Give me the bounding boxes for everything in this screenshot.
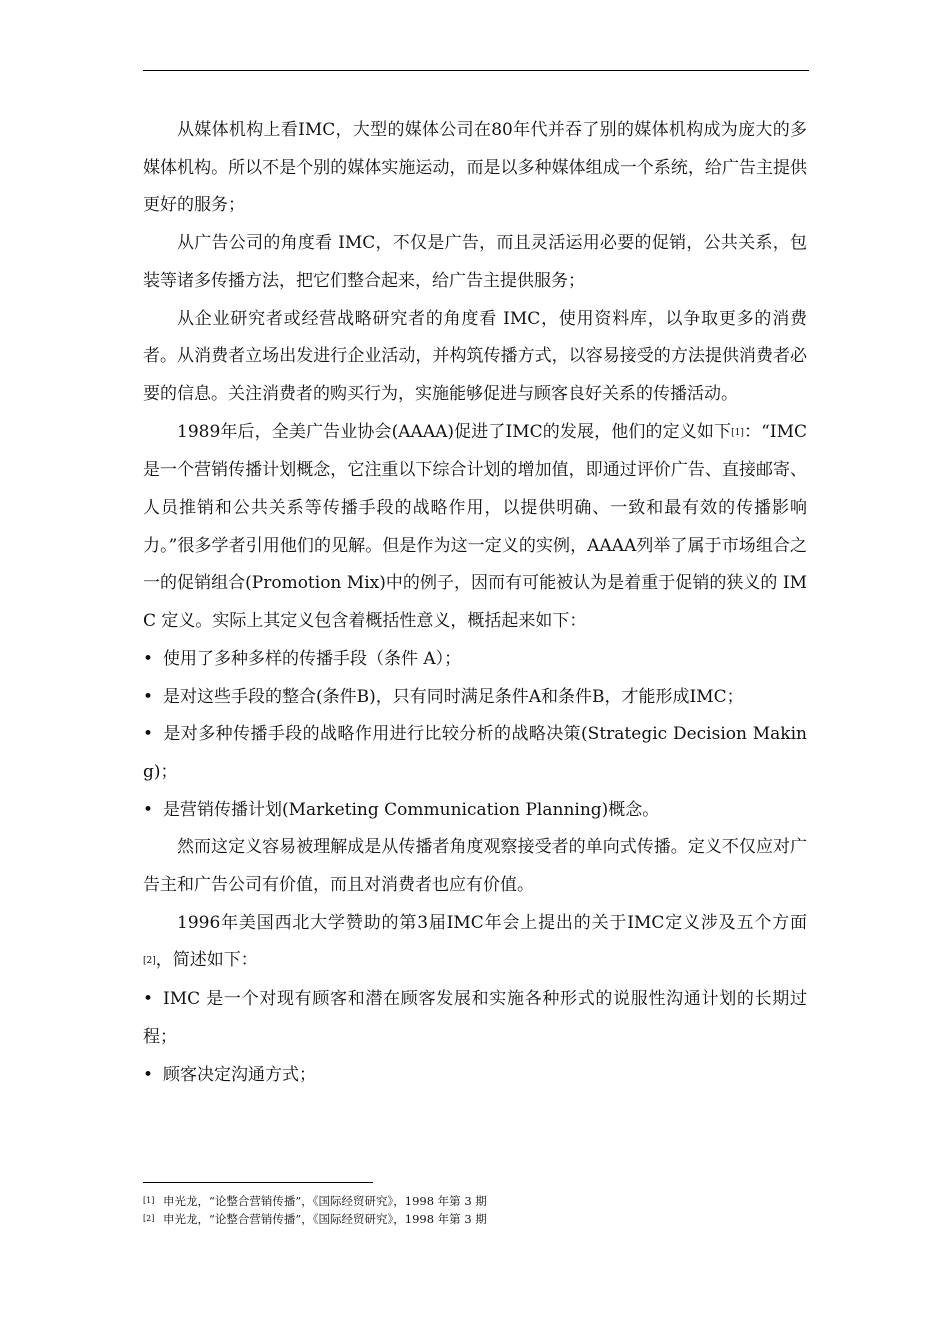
aaaa-text-start: 1989年后，全美广告业协会(AAAA)促进了IMC的发展，他们的定义如下 (177, 421, 732, 442)
footnote-reference-2[interactable]: [2] (143, 956, 156, 967)
list-item-text: 是对这些手段的整合(条件B)，只有同时满足条件A和条件B，才能形成IMC； (163, 686, 744, 707)
bullet-icon: • (143, 1064, 154, 1085)
footnote-text: 申光龙，“论整合营销传播”，《国际经贸研究》，1998 年第 3 期 (163, 1212, 487, 1226)
list-item (143, 981, 807, 1056)
list-item-text: 顾客决定沟通方式； (163, 1064, 316, 1085)
footnote-mark: [2] (143, 1214, 155, 1223)
nu-text-end: ，简述如下： (155, 950, 258, 971)
list-item (143, 1057, 807, 1095)
list-item (143, 641, 807, 679)
aaaa-text-end: ：“IMC 是一个营销传播计划概念，它注重以下综合计划的增加值，即通过评价广告、直接邮寄、人员推销和公共关系等传播手段的战略作用，以提供明确、一致和最有效的传播影响力。”很多学者引用他们的见解。但是作为这一定义的实例，AAAA列举了属于市场组合之一的促销组合(Promotion Mix)中的例子，因而有可能被认为是着重于促销的狭义的 IMC 定义。实际上其定义包含着概括性意义，概括起来如下： (143, 421, 807, 632)
list-item-text: 是对多种传播手段的战略作用进行比较分析的战略决策(Strategic Decision Making)； (143, 724, 807, 782)
footnote-reference-1[interactable]: [1] (731, 427, 744, 438)
bullet-icon: • (143, 648, 154, 669)
list-item (143, 679, 807, 717)
list-item-text: IMC 是一个对现有顾客和潜在顾客发展和实施各种形式的说服性沟通计划的长期过程； (143, 989, 807, 1047)
paragraph-aaaa-definition (143, 414, 807, 641)
footnote-2 (143, 1210, 807, 1228)
footnotes (143, 1192, 807, 1228)
footnote-mark: [1] (143, 1196, 155, 1205)
paragraph-northwestern-definition (143, 905, 807, 981)
bullet-icon: • (143, 724, 154, 745)
bullet-icon: • (143, 686, 154, 707)
paragraph-media-institutions: 从媒体机构上看IMC，大型的媒体公司在80年代并吞了别的媒体机构成为庞大的多媒体机构。所以不是个别的媒体实施运动，而是以多种媒体组成一个系统，给广告主提供更好的服务； (143, 120, 807, 216)
list-item (143, 716, 807, 791)
nu-text-start: 1996年美国西北大学赞助的第3届IMC年会上提出的关于IMC定义涉及五个方面 (177, 912, 807, 933)
footnote-separator (143, 1182, 373, 1183)
list-item-text: 是营销传播计划(Marketing Communication Planning)概念。 (163, 799, 660, 820)
paragraph-enterprise-research: 从企业研究者或经营战略研究者的角度看 IMC，使用资料库，以争取更多的消费者。从消费者立场出发进行企业活动，并构筑传播方式，以容易接受的方法提供消费者必要的信息。关注消费者的购买行为，实施能够促进与顾客良好关系的传播活动。 (143, 308, 807, 404)
footnote-1 (143, 1192, 807, 1210)
footnote-text: 申光龙，“论整合营销传播”，《国际经贸研究》，1998 年第 3 期 (163, 1194, 487, 1208)
paragraph-ad-agency: 从广告公司的角度看 IMC，不仅是广告，而且灵活运用必要的促销，公共关系，包装等诸多传播方法，把它们整合起来，给广告主提供服务； (143, 233, 807, 291)
header-rule (143, 70, 809, 71)
bullet-icon: • (143, 799, 154, 820)
paragraph-one-way-communication: 然而这定义容易被理解成是从传播者角度观察接受者的单向式传播。定义不仅应对广告主和广告公司有价值，而且对消费者也应有价值。 (143, 837, 807, 896)
list-item-text: 使用了多种多样的传播手段（条件 A）； (163, 648, 462, 669)
list-item (143, 792, 807, 830)
body-text (143, 112, 807, 1094)
bullet-icon: • (143, 989, 154, 1010)
